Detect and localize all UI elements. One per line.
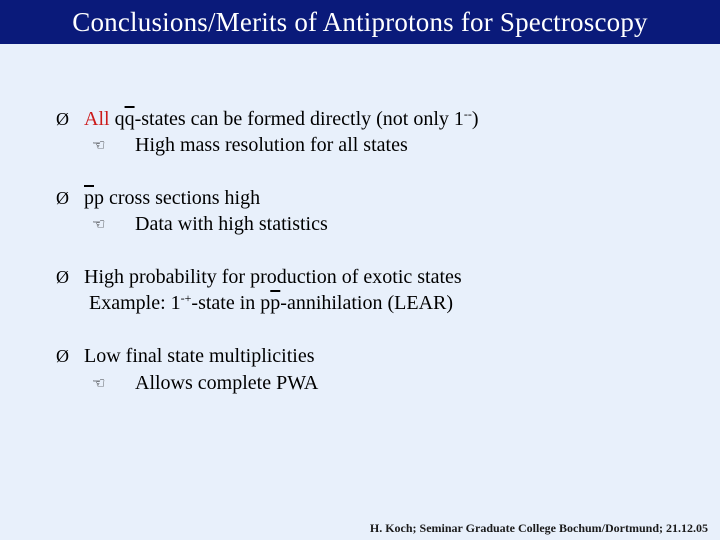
bullet-4-sub <box>92 372 318 395</box>
pointing-hand-icon: ☜ <box>92 376 106 393</box>
bullet-2-text: p cross sections high <box>94 187 261 209</box>
bullet-arrow-icon: Ø <box>56 346 69 366</box>
bullet-3-example <box>89 292 453 314</box>
pointing-hand-icon: ☜ <box>92 138 106 155</box>
bullet-3-example-sup: -+ <box>180 291 192 305</box>
bullet-2-pbar: $\overline{p}$ <box>84 187 94 209</box>
bullet-arrow-icon: Ø <box>56 109 69 129</box>
slide-content <box>0 44 720 540</box>
bullet-1-sup: -- <box>463 107 472 121</box>
bullet-2-sub <box>92 213 328 236</box>
bullet-1-q: q <box>114 108 125 130</box>
bullet-1-highlight: All <box>84 108 110 130</box>
bullet-1-close: ) <box>471 108 479 130</box>
bullet-1-text: -states can be formed directly (not only 1 <box>134 108 464 130</box>
pointing-hand-icon: ☜ <box>92 217 106 234</box>
bullet-1-sub <box>92 134 408 157</box>
bullet-3 <box>84 266 462 288</box>
bullet-3-example-mid: -state in p <box>191 292 271 314</box>
bullet-1-qbar: $\overline{q}$ <box>124 108 135 130</box>
bullet-1-sub-text: High mass resolution for all states <box>135 134 408 156</box>
bullet-3-example-end: -annihilation (LEAR) <box>280 292 454 314</box>
bullet-arrow-icon: Ø <box>56 188 69 208</box>
title-bar <box>0 0 720 44</box>
bullet-4 <box>84 345 315 367</box>
slide-footer: H. Koch; Seminar Graduate College Bochum/Dortmund; 21.12.05 <box>369 521 708 535</box>
bullet-3-example-pbar: $\overline{p}$ <box>270 292 281 314</box>
bullet-1 <box>84 108 479 130</box>
bullet-3-text: High probability for production of exotic states <box>84 266 462 288</box>
bullet-2 <box>84 187 260 209</box>
bullet-arrow-icon: Ø <box>56 267 69 287</box>
slide-title: Conclusions/Merits of Antiprotons for Spectroscopy <box>72 6 648 37</box>
bullet-4-sub-text: Allows complete PWA <box>135 372 319 394</box>
bullet-2-sub-text: Data with high statistics <box>135 213 328 235</box>
bullet-3-example-prefix: Example: 1 <box>89 292 181 314</box>
bullet-4-text: Low final state multiplicities <box>84 345 315 367</box>
